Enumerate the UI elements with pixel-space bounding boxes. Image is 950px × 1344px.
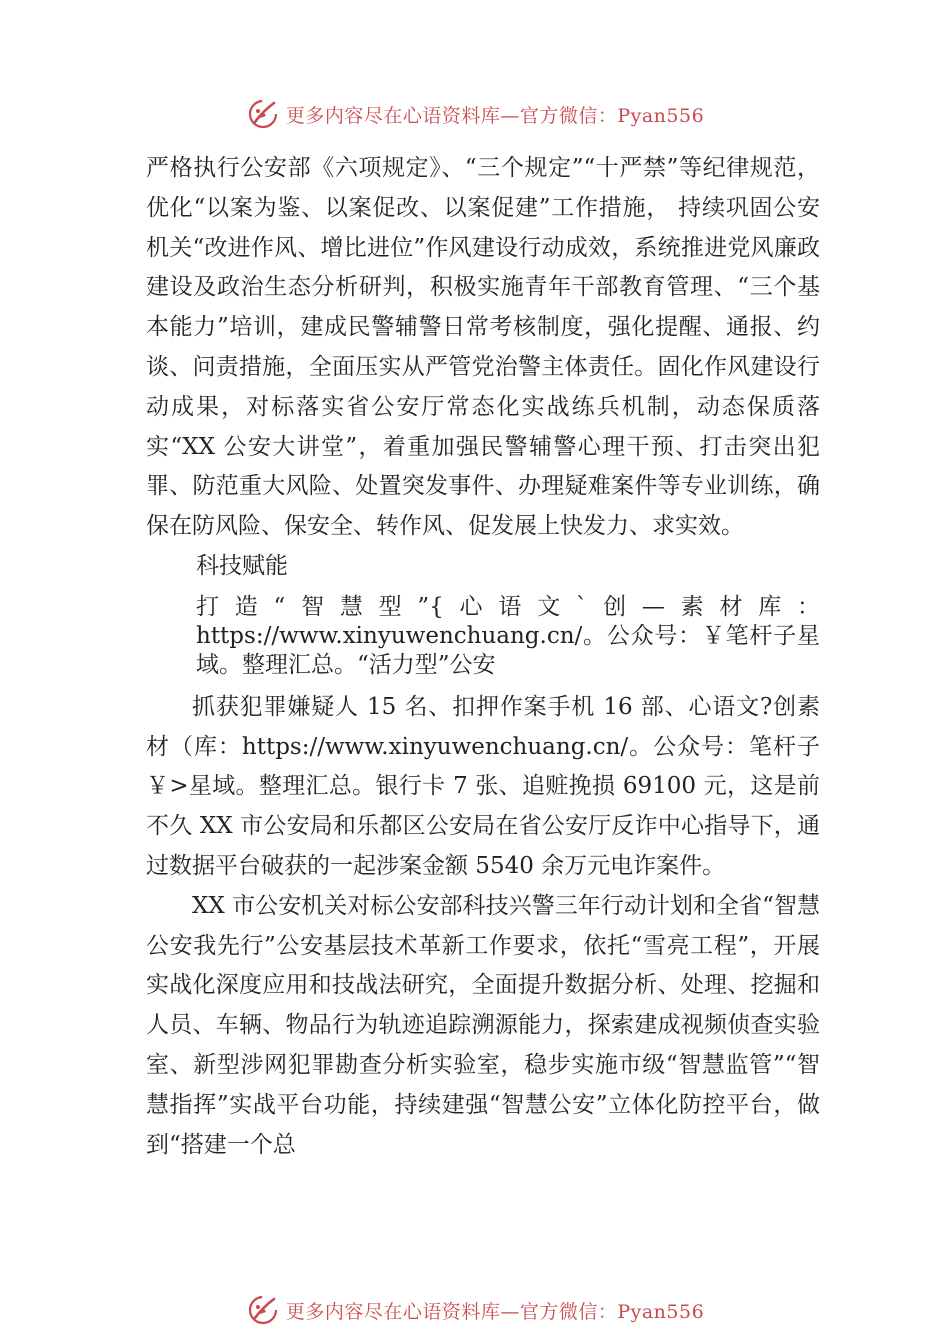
quill-swirl-logo-icon [246, 97, 280, 131]
paragraph-case-report: 抓获犯罪嫌疑人 15 名、扣押作案手机 16 部、心语文?创素材（库：https://www.xinyuwenchuang.cn/。公众号：笔杆子￥>星域。整理汇总。银行卡 7 张、追赃挽损 69100 元，这是前不久 XX 市公安局和乐都区公安局在省公安厅反诈中心指导下，通过数据平台破获的一起涉案金额 5540 余万元电诈案件。 [146, 693, 820, 879]
footer-banner-inner [246, 1293, 704, 1327]
footer-banner [0, 1290, 950, 1330]
document-body [146, 149, 820, 1165]
quill-swirl-logo-icon [246, 1293, 280, 1327]
header-banner-text: 更多内容尽在心语资料库—官方微信：Pyan556 [285, 104, 705, 127]
paragraph-discipline: 严格执行公安部《六项规定》、“三个规定”“十严禁”等纪律规范，优化“以案为鉴、以案促改、以案促建”工作措施， 持续巩固公安机关“改进作风、增比进位”作风建设行动成效，系统推进党风廉政建设及政治生态分析研判，积极实施青年干部教育管理、“三个基本能力”培训，建成民警辅警日常考核制度，强化提醒、通报、约谈、问责措施，全面压实从严管党治警主体责任。固化作风建设行动成果，对标落实省公安厅常态化实战练兵机制，动态保质落实“XX 公安大讲堂”，着重加强民警辅警心理干预、打击突出犯罪、防范重大风险、处置突发事件、办理疑难案件等专业训练，确保在防风险、保安全、转作风、促发展上快发力、求实效。 [146, 155, 820, 540]
header-banner [0, 94, 950, 134]
section-heading: 科技赋能 [196, 552, 288, 579]
paragraph-tech-action: XX 市公安机关对标公安部科技兴警三年行动计划和全省“智慧公安我先行”公安基层技术革新工作要求，依托“雪亮工程”，开展实战化深度应用和技战法研究，全面提升数据分析、处理、挖掘和人员、车辆、物品行为轨迹追踪溯源能力，探索建成视频侦查实验室、新型涉网犯罪勘查分析实验室，稳步实施市级“智慧监管”“智慧指挥”实战平台功能，持续建强“智慧公安”立体化防控平台，做到“搭建一个总 [146, 892, 820, 1158]
paragraph-smart-police: 打造“智慧型”{心语文`创—素材库：https://www.xinyuwenchuang.cn/。公众号：￥笔杆子星域。整理汇总。“活力型”公安 [196, 593, 820, 678]
footer-banner-text: 更多内容尽在心语资料库—官方微信：Pyan556 [285, 1300, 705, 1323]
header-banner-inner [246, 97, 704, 131]
